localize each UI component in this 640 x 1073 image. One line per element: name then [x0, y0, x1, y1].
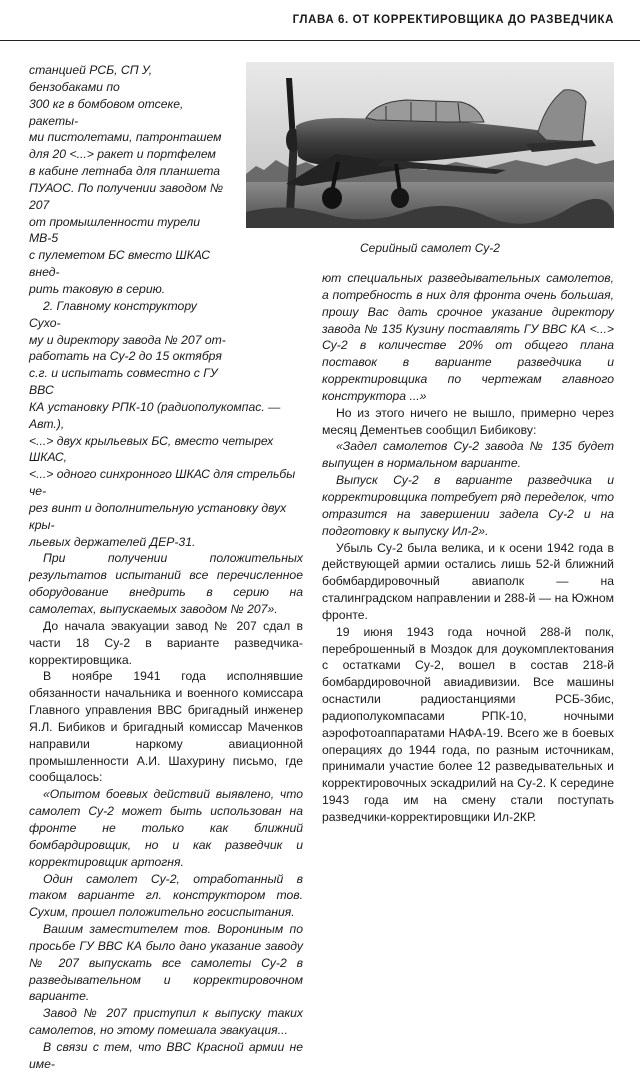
- paragraph: рить таковую в серию.: [29, 281, 166, 296]
- paragraph: с пулеметом БС вместо ШКАС внед-: [29, 248, 211, 280]
- page-header: [0, 0, 640, 40]
- paragraph: ют специальных разведывательных самолетов, а потребность в них для фронта очень большая, прошу Вас дать срочное указание директору завода № 135 Кузину поставлять ГУ ВВС КА <...> Су-2 в количестве 20% от общего плана поставок в варианте разведчика и корректировщика по чертежам главного конструктора ...»: [322, 271, 614, 403]
- paragraph: в кабине летнаба для планшета: [29, 164, 221, 179]
- paragraph: В ноябре 1941 года исполнявшие обязанности начальника и военного комиссара Главного управления ВВС бригадный инженер Я.Л. Бибиков и бригадный комиссар Маченков направили наркому авиационной промышленности А.И. Шахурину письмо, где сообщалось:: [29, 669, 303, 785]
- header-rule: [0, 40, 640, 41]
- paragraph: 2. Главному конструктору Сухо-: [29, 298, 197, 330]
- paragraph: В связи с тем, что ВВС Красной армии не име-: [29, 1039, 303, 1071]
- paragraph: от промышленности турели МВ-5: [29, 214, 201, 246]
- paragraph: для 20 <...> ракет и портфелем: [29, 147, 216, 162]
- paragraph: 300 кг в бомбовом отсеке, ракеты-: [29, 96, 184, 128]
- paragraph: 19 июня 1943 года ночной 288-й полк, переброшенный в Моздок для доукомплектования с остатками Су-2, вошел в состав 218-й бомбардировочной авиадивизии. Все машины оснастили радиостанциями РСБ-3бис, радиополукомпасами РПК-10, ночными аэрофотоаппаратами НАФА-19. Всего же в боевых операциях до 1944 года, по разным источникам, принимали участие более 12 разведывательных и корректировочных эскадрилий на Су-2. К середине 1943 года им на смену стали поступать разведчики-корректировщики Ил-2КР.: [322, 624, 614, 824]
- paragraph: Завод № 207 приступил к выпуску таких самолетов, но этому помешала эвакуация...: [29, 1006, 303, 1038]
- paragraph: с.г. и испытать совместно с ГУ ВВС: [29, 366, 218, 398]
- paragraph: До начала эвакуации завод № 207 сдал в части 18 Су-2 в варианте разведчика-корректировщика.: [29, 618, 303, 667]
- paragraph: льевых держателей ДЕР-31.: [29, 534, 196, 549]
- right-column: [322, 270, 614, 826]
- paragraph: При получении положительных результатов испытаний все перечисленное оборудование внедрить в серию на самолетах, выпускаемых заводом № 207».: [29, 551, 303, 616]
- paragraph: Один самолет Су-2, отработанный в таком варианте гл. конструктором тов. Сухим, прошел положительно госиспытания.: [29, 871, 303, 920]
- left-column: [29, 62, 303, 1073]
- paragraph: <...> двух крыльевых БС, вместо четырех ШКАС,: [29, 433, 274, 465]
- paragraph: «Задел самолетов Су-2 завода № 135 будет выпущен в нормальном варианте.: [322, 439, 614, 471]
- paragraph: рез винт и дополнительную установку двух кры-: [29, 500, 287, 532]
- paragraph: ПУАОС. По получении заводом № 207: [29, 180, 224, 212]
- chapter-title: ГЛАВА 6. ОТ КОРРЕКТИРОВЩИКА ДО РАЗВЕДЧИКА: [292, 14, 614, 26]
- paragraph: му и директору завода № 207 от-: [29, 332, 226, 347]
- paragraph: ми пистолетами, патронташем: [29, 130, 222, 145]
- paragraph: <...> одного синхронного ШКАС для стрельбы че-: [29, 467, 296, 499]
- paragraph: «Опытом боевых действий выявлено, что самолет Су-2 может быть использован на фронте не только как ближний бомбардировщик, но и как разведчик и корректировщик артогня.: [29, 787, 303, 869]
- paragraph: станцией РСБ, СП У, бензобаками по: [29, 63, 153, 94]
- paragraph: Вашим заместителем тов. Ворониным по просьбе ГУ ВВС КА было дано указание заводу № 207 выпускать все самолеты Су-2 в разведывательном и корректировочном варианте.: [29, 922, 303, 1004]
- figure-caption: Серийный самолет Су-2: [360, 241, 500, 255]
- paragraph: Выпуск Су-2 в варианте разведчика и корректировщика потребует ряд переделок, что отразится на завершении задела Су-2 и на подготовку к выпуску Ил-2».: [322, 473, 614, 538]
- paragraph: Но из этого ничего не вышло, примерно через месяц Дементьев сообщил Бибикову:: [322, 405, 614, 437]
- paragraph: КА установку РПК-10 (радиополукомпас. — Авт.),: [29, 399, 281, 431]
- paragraph: Убыль Су-2 была велика, и к осени 1942 года в действующей армии остались лишь 52-й ближний бобмбардировочный авиаполк — на сталинградском направлении и 288-й — на Южном фронте.: [322, 540, 614, 622]
- paragraph: работать на Су-2 до 15 октября: [29, 349, 222, 364]
